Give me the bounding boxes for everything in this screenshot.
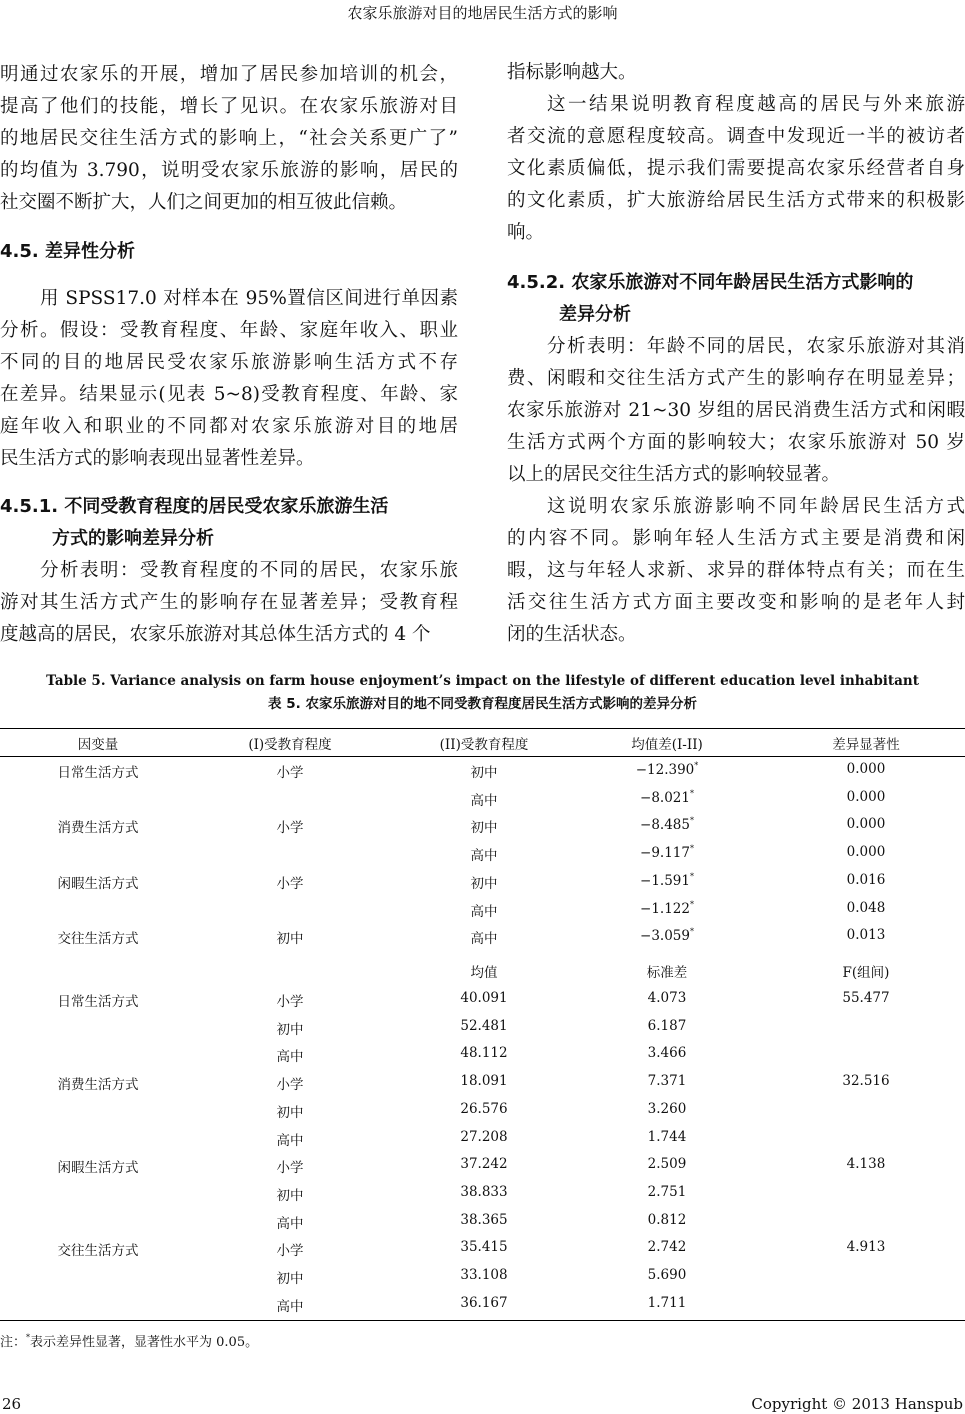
paragraph-line: 暇，这与年轻人求新、求异的群体特点有关；而在生 (507, 560, 965, 581)
table-cell: 初中 (470, 820, 498, 837)
mean-difference-cell (640, 927, 694, 944)
table-row (0, 1156, 965, 1176)
table-cell: 0.000 (846, 816, 886, 833)
table-row (0, 1267, 965, 1287)
paragraph-line: 以上的居民交往生活方式的影响较显著。 (507, 464, 841, 485)
table-cell: 2.509 (647, 1156, 687, 1173)
table-cell: 初中 (276, 931, 304, 948)
mean-difference-value: −8.021 (640, 789, 690, 806)
paragraph-line: 分析表明：年龄不同的居民，农家乐旅游对其消 (547, 336, 965, 357)
table-subheader-row (0, 961, 965, 981)
significance-star: * (689, 871, 694, 881)
paragraph-line: 费、闲暇和交往生活方式产生的影响存在明显差异； (507, 368, 965, 389)
table-note (0, 1331, 258, 1350)
table-cell: 高中 (276, 1215, 304, 1232)
note-prefix: 注： (0, 1335, 27, 1350)
table-cell: 高中 (276, 1049, 304, 1066)
table-row (0, 1212, 965, 1232)
table-cell: 高中 (470, 848, 498, 865)
table-cell: 初中 (470, 875, 498, 892)
table-cell: 0.000 (846, 788, 886, 805)
copyright: Copyright © 2013 Hanspub (751, 1395, 963, 1413)
paragraph-line: 的地居民交往生活方式的影响上，“社会关系更广了” (0, 128, 458, 149)
table-cell: 2.751 (647, 1183, 687, 1200)
paragraph-line: 的文化素质，扩大旅游给居民生活方式带来的积极影 (507, 190, 965, 211)
table-cell: 日常生活方式 (57, 765, 139, 781)
mean-difference-cell (636, 761, 699, 778)
table-cell: 高中 (470, 903, 498, 920)
table-cell: 小学 (276, 1160, 304, 1177)
paragraph-line: 提高了他们的技能，增长了见识。在农家乐旅游对目 (0, 96, 458, 117)
mean-difference-cell (640, 816, 694, 833)
table-cell: 55.477 (842, 990, 890, 1006)
column-subheader: F(组间) (842, 965, 890, 981)
column-header: 差异显著性 (832, 737, 900, 753)
table-cell: 26.576 (460, 1100, 508, 1117)
paragraph-line: 活交往生活方式方面主要改变和影响的是老年人封 (507, 592, 965, 613)
paragraph-line: 农家乐旅游对 21~30 岁组的居民消费生活方式和闲暇 (507, 400, 965, 421)
table-cell: 0.812 (647, 1211, 687, 1228)
paragraph-line: 这一结果说明教育程度越高的居民与外来旅游 (547, 94, 965, 115)
table-cell: 18.091 (460, 1073, 508, 1090)
table-cell: 交往生活方式 (57, 1243, 139, 1260)
column-header: 因变量 (77, 737, 119, 753)
column-header: (I)受教育程度 (248, 737, 332, 753)
table-cell: 高中 (470, 792, 498, 809)
table-cell: 4.913 (846, 1239, 886, 1256)
table-cell: 初中 (276, 1021, 304, 1038)
table-cell: 0.013 (846, 927, 886, 944)
table-caption-en: Table 5. Variance analysis on farm house enjoyment’s impact on the lifestyle of different education level inhabitant (46, 673, 919, 689)
mean-difference-cell (640, 900, 694, 917)
mean-difference-cell (640, 872, 694, 889)
table-row (0, 900, 965, 920)
table-row (0, 990, 965, 1010)
section-heading: 差异分析 (559, 304, 631, 325)
paragraph-line: 明通过农家乐的开展，增加了居民参加培训的机会， (0, 64, 458, 85)
table-cell: 33.108 (460, 1267, 508, 1283)
paragraph-line: 文化素质偏低，提示我们需要提高农家乐经营者自身 (507, 158, 965, 179)
paragraph-line: 分析表明：受教育程度的不同的居民，农家乐旅 (40, 560, 458, 581)
table-cell: 初中 (276, 1187, 304, 1204)
table-cell: 小学 (276, 765, 304, 781)
mean-difference-cell (640, 844, 694, 861)
significance-star: * (689, 927, 694, 937)
table-cell: 小学 (276, 875, 304, 892)
table-cell: 小学 (276, 820, 304, 837)
table-cell: 48.112 (460, 1045, 508, 1062)
table-cell: 初中 (276, 1271, 304, 1287)
table-cell: 32.516 (842, 1073, 890, 1090)
table-cell: 7.371 (647, 1073, 687, 1090)
table-cell: 闲暇生活方式 (57, 875, 139, 892)
table-cell: 交往生活方式 (57, 931, 139, 948)
table-header-row (0, 733, 965, 753)
paragraph-line: 社交圈不断扩大，人们之间更加的相互彼此信赖。 (0, 192, 408, 213)
table-row (0, 789, 965, 809)
paragraph-line: 生活方式两个方面的影响较大；农家乐旅游对 50 岁 (507, 432, 965, 453)
column-header: 均值差(I-II) (631, 737, 703, 753)
table-cell: 小学 (276, 1077, 304, 1094)
table-cell: 小学 (276, 994, 304, 1010)
table-cell: 2.742 (647, 1239, 687, 1256)
paragraph-line: 的内容不同。影响年轻人生活方式主要是消费和闲 (507, 528, 965, 549)
mean-difference-value: −9.117 (640, 845, 690, 862)
table-cell: 初中 (276, 1104, 304, 1121)
table-cell: 日常生活方式 (57, 994, 139, 1010)
paragraph-line: 游对其生活方式产生的影响存在显著差异；受教育程 (0, 592, 458, 613)
table-row (0, 1129, 965, 1149)
table-cell: 6.187 (647, 1017, 687, 1034)
table-row (0, 1073, 965, 1093)
table-cell: 初中 (470, 765, 498, 781)
table-cell: 0.016 (846, 871, 886, 888)
significance-star: * (689, 788, 694, 798)
column-subheader: 均值 (470, 965, 498, 981)
page-number: 26 (2, 1395, 22, 1413)
note-text: 表示差异性显著，显著性水平为 0.05。 (30, 1335, 259, 1350)
table-cell: 3.466 (647, 1045, 687, 1062)
table-cell: 27.208 (460, 1128, 508, 1145)
paragraph-line: 庭年收入和职业的不同都对农家乐旅游对目的地居 (0, 416, 458, 437)
section-heading: 4.5.2. 农家乐旅游对不同年龄居民生活方式影响的 (507, 272, 914, 293)
paragraph-line: 者交流的意愿程度较高。调查中发现近一半的被访者 (507, 126, 965, 147)
section-heading: 4.5. 差异性分析 (0, 241, 135, 262)
significance-star: * (694, 761, 699, 770)
table-cell: 4.138 (846, 1156, 886, 1173)
table-cell: 1.711 (647, 1294, 687, 1311)
table-cell: 5.690 (647, 1267, 687, 1283)
table-row (0, 927, 965, 947)
table-cell: 高中 (470, 931, 498, 948)
table-cell: 消费生活方式 (57, 820, 139, 837)
mean-difference-value: −1.591 (640, 872, 690, 889)
table-row (0, 761, 965, 781)
paragraph-line: 闭的生活状态。 (507, 624, 637, 645)
table-cell: 40.091 (460, 990, 508, 1006)
paragraph-line: 这说明农家乐旅游影响不同年龄居民生活方式 (547, 496, 965, 517)
paragraph-line: 指标影响越大。 (507, 62, 637, 83)
table-cell: 38.833 (460, 1183, 508, 1200)
table-cell: 高中 (276, 1298, 304, 1315)
column-header: (II)受教育程度 (439, 737, 529, 753)
section-heading: 4.5.1. 不同受教育程度的居民受农家乐旅游生活 (0, 496, 389, 517)
significance-star: * (689, 844, 694, 854)
table-cell: 1.744 (647, 1128, 687, 1145)
paragraph-line: 的均值为 3.790，说明受农家乐旅游的影响，居民的 (0, 160, 458, 181)
mean-difference-cell (640, 789, 694, 806)
table-cell: 闲暇生活方式 (57, 1160, 139, 1177)
paragraph-line: 民生活方式的影响表现出显著性差异。 (0, 448, 315, 469)
table-cell: 52.481 (460, 1017, 508, 1034)
mean-difference-value: −12.390 (635, 762, 695, 778)
table-header-rule (0, 756, 965, 757)
note-star: * (26, 1333, 31, 1342)
paragraph-line: 不同的目的地居民受农家乐旅游影响生活方式不存 (0, 352, 458, 373)
table-cell: 0.000 (846, 844, 886, 861)
paragraph-line: 在差异。结果显示(见表 5~8)受教育程度、年龄、家 (0, 384, 458, 405)
table-row (0, 816, 965, 836)
mean-difference-value: −8.485 (640, 817, 690, 834)
table-cell: 3.260 (647, 1100, 687, 1117)
paragraph-line: 度越高的居民，农家乐旅游对其总体生活方式的 4 个 (0, 624, 431, 645)
table-caption-cn: 表 5. 农家乐旅游对目的地不同受教育程度居民生活方式影响的差异分析 (268, 696, 697, 712)
right-column (507, 57, 965, 651)
table-cell: 小学 (276, 1243, 304, 1260)
table-cell: 0.000 (846, 761, 886, 777)
table-row (0, 1101, 965, 1121)
table-cell: 消费生活方式 (57, 1077, 139, 1094)
table-top-rule (0, 728, 965, 729)
left-column (0, 59, 458, 651)
table-cell: 38.365 (460, 1211, 508, 1228)
running-header: 农家乐旅游对目的地居民生活方式的影响 (347, 4, 618, 22)
table-cell: 37.242 (460, 1156, 508, 1173)
table-cell: 35.415 (460, 1239, 508, 1256)
table-cell: 高中 (276, 1132, 304, 1149)
mean-difference-value: −1.122 (640, 900, 690, 917)
column-subheader: 标准差 (646, 965, 688, 981)
table-row (0, 1045, 965, 1065)
paragraph-line: 响。 (507, 222, 545, 243)
table-cell: 4.073 (647, 990, 687, 1006)
table-row (0, 1184, 965, 1204)
section-heading: 方式的影响差异分析 (52, 528, 214, 549)
significance-star: * (689, 899, 694, 909)
paragraph-line: 用 SPSS17.0 对样本在 95%置信区间进行单因素 (40, 288, 458, 309)
table-cell: 0.048 (846, 899, 886, 916)
table-row (0, 844, 965, 864)
table-row (0, 1295, 965, 1315)
mean-difference-value: −3.059 (640, 928, 690, 945)
table-cell: 36.167 (460, 1294, 508, 1311)
table-bottom-rule (0, 1320, 965, 1321)
paragraph-line: 分析。假设：受教育程度、年龄、家庭年收入、职业 (0, 320, 458, 341)
table-row (0, 1239, 965, 1259)
significance-star: * (689, 816, 694, 826)
table-row (0, 872, 965, 892)
table-row (0, 1018, 965, 1038)
